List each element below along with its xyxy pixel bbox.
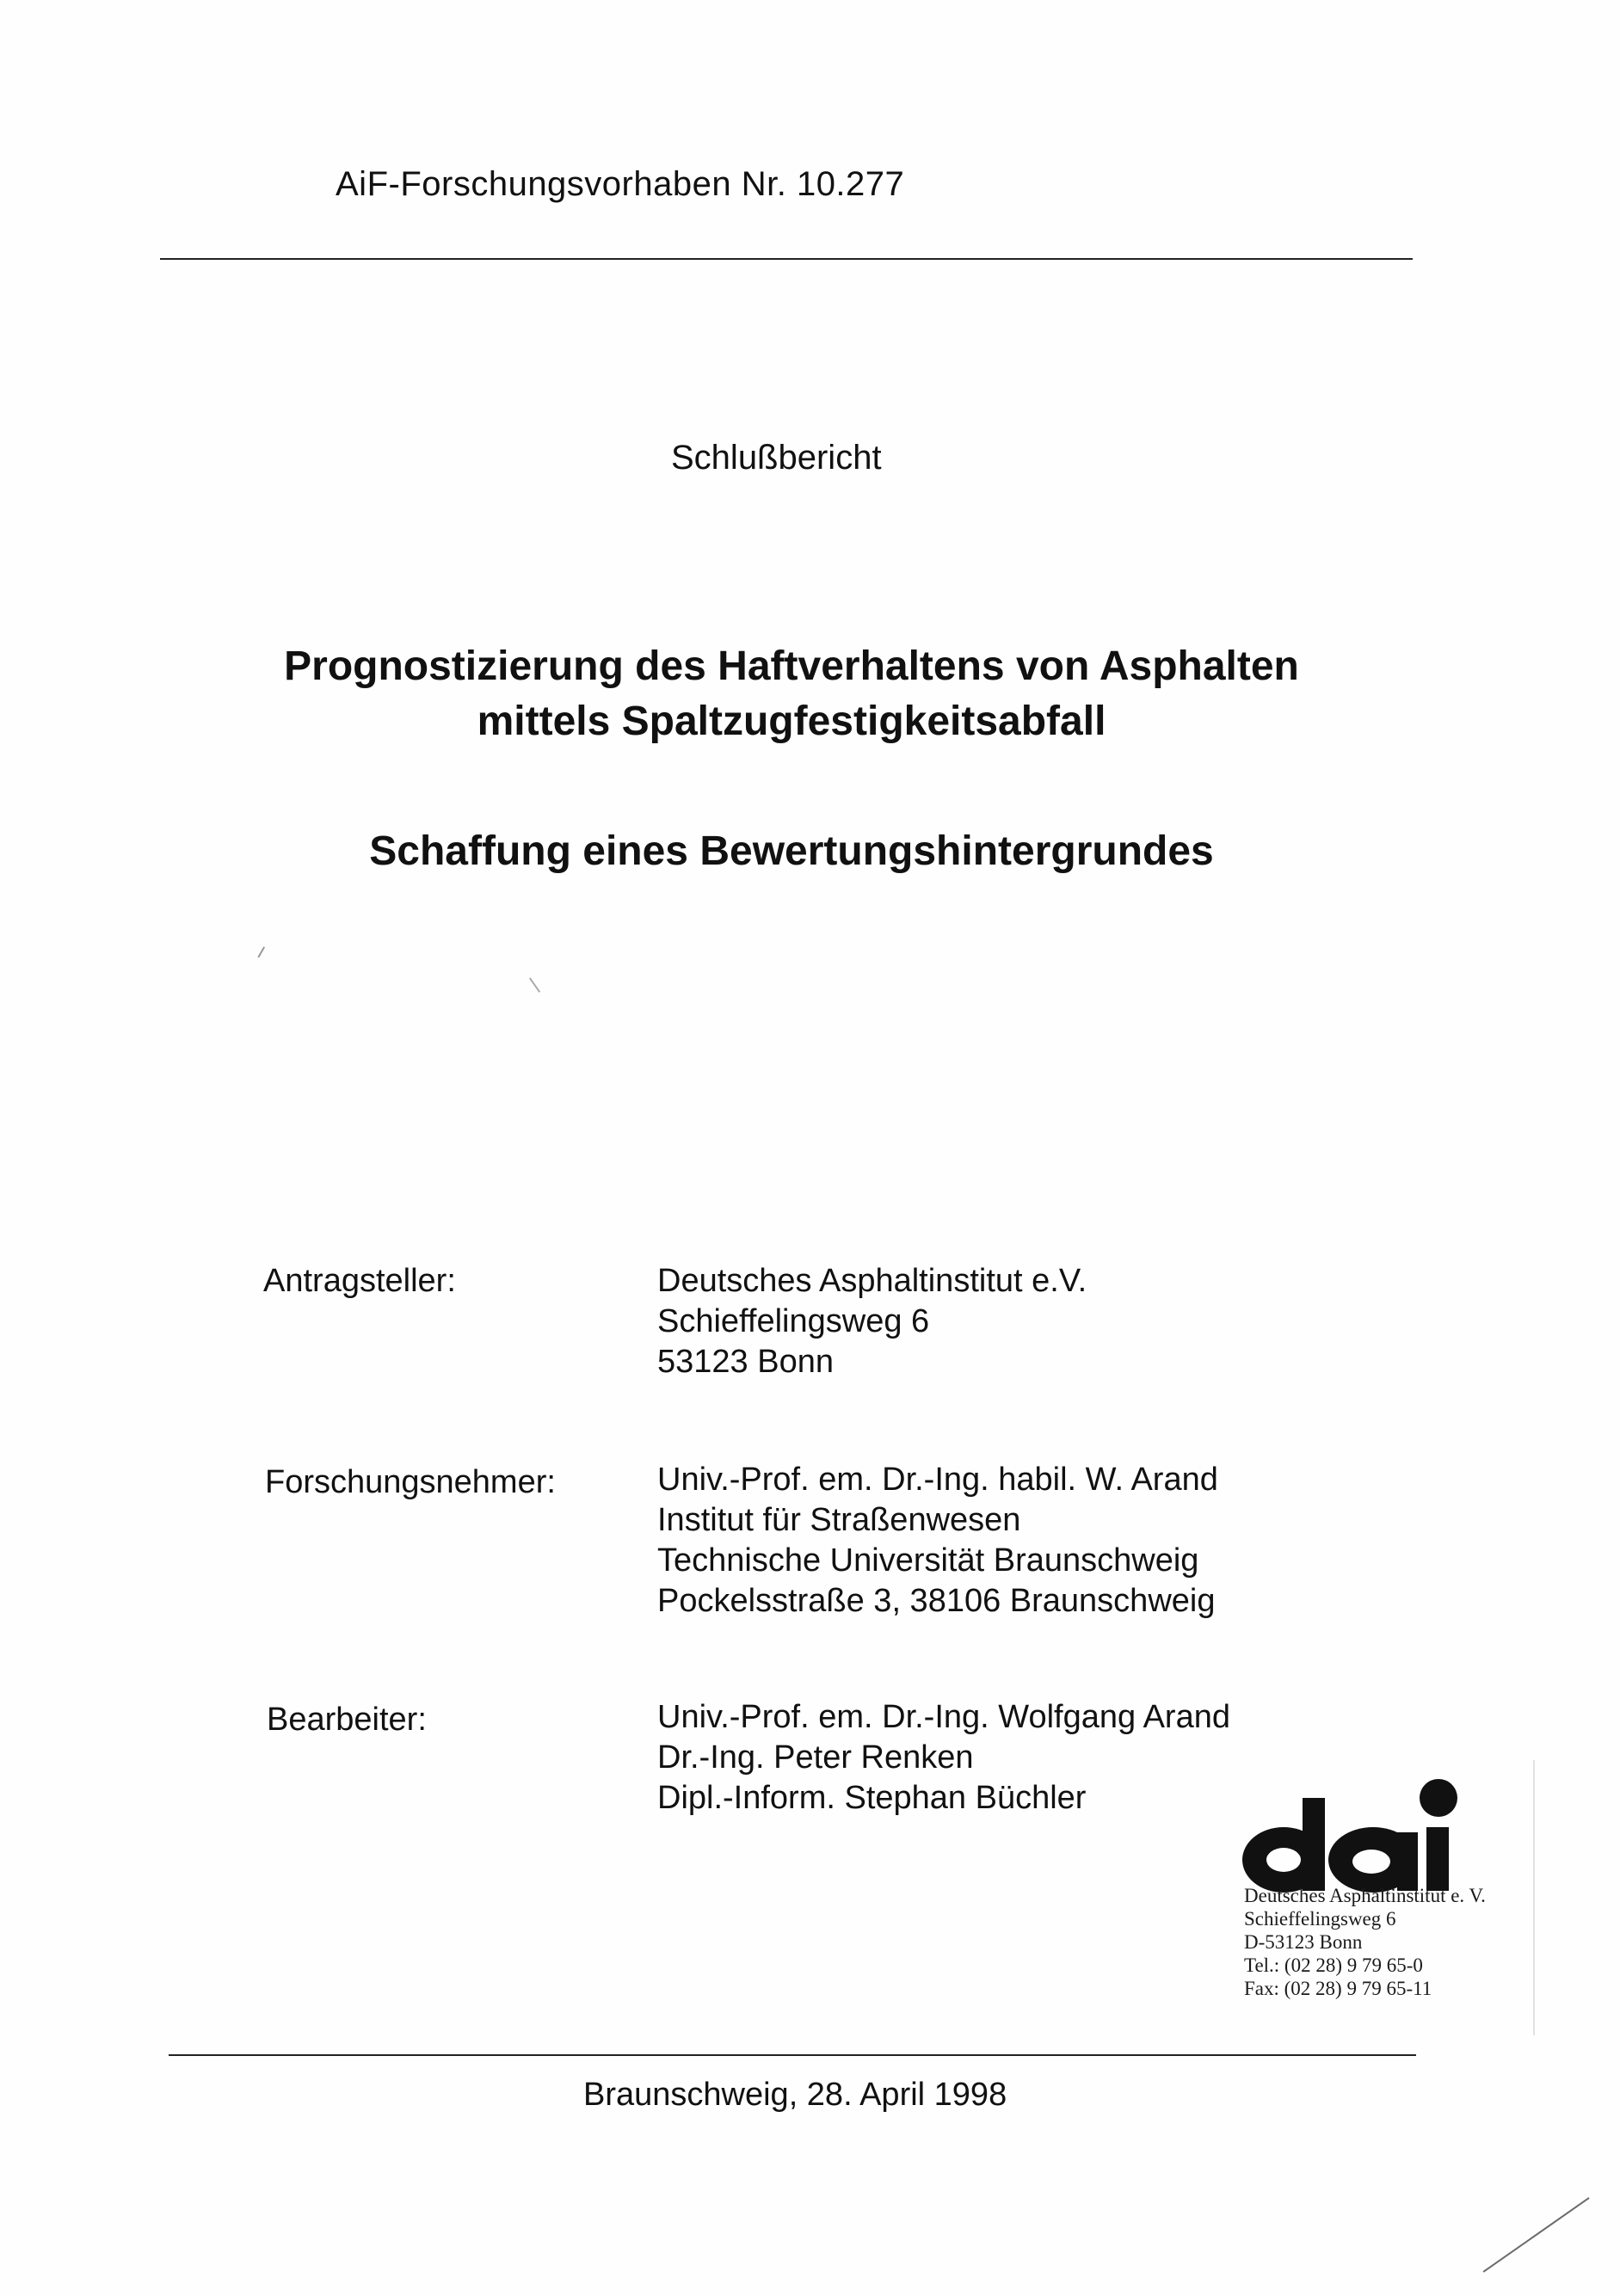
stamp-line: D-53123 Bonn xyxy=(1244,1931,1363,1953)
stamp-address xyxy=(1244,1884,1486,2000)
scan-artifact xyxy=(257,946,264,957)
stamp-line: Fax: (02 28) 9 79 65-11 xyxy=(1244,1978,1432,1999)
contractor-block xyxy=(657,1460,1218,1622)
stamp-line: Deutsches Asphaltinstitut e. V. xyxy=(1244,1885,1486,1906)
dai-logo-icon xyxy=(1235,1764,1494,1893)
contractor-line: Univ.-Prof. em. Dr.-Ing. habil. W. Arand xyxy=(657,1462,1218,1498)
report-type: Schlußbericht xyxy=(671,439,882,477)
applicant-line: Schieffelingsweg 6 xyxy=(657,1303,930,1339)
applicant-line: 53123 Bonn xyxy=(657,1344,834,1380)
authors-block xyxy=(657,1697,1230,1819)
scan-artifact xyxy=(1483,2197,1590,2272)
authors-label: Bearbeiter: xyxy=(267,1702,427,1738)
applicant-line: Deutsches Asphaltinstitut e.V. xyxy=(657,1263,1087,1299)
institute-stamp xyxy=(1227,1764,1537,2039)
title-line-2: mittels Spaltzugfestigkeitsabfall xyxy=(477,699,1106,744)
top-divider xyxy=(160,258,1413,260)
author-line: Dipl.-Inform. Stephan Büchler xyxy=(657,1780,1087,1816)
project-number: AiF-Forschungsvorhaben Nr. 10.277 xyxy=(336,165,905,203)
bottom-divider xyxy=(169,2054,1416,2056)
contractor-line: Technische Universität Braunschweig xyxy=(657,1542,1199,1579)
applicant-block xyxy=(657,1261,1087,1382)
stamp-line: Schieffelingsweg 6 xyxy=(1244,1908,1396,1930)
stamp-line: Tel.: (02 28) 9 79 65-0 xyxy=(1244,1954,1423,1976)
scan-artifact xyxy=(529,977,540,992)
title-line-1: Prognostizierung des Haftverhaltens von Asphalten xyxy=(284,643,1299,689)
contractor-line: Pockelsstraße 3, 38106 Braunschweig xyxy=(657,1583,1216,1619)
contractor-line: Institut für Straßenwesen xyxy=(657,1502,1021,1538)
contractor-label: Forschungsnehmer: xyxy=(265,1464,556,1500)
subtitle: Schaffung eines Bewertungshintergrundes xyxy=(369,828,1214,874)
author-line: Dr.-Ing. Peter Renken xyxy=(657,1739,974,1776)
author-line: Univ.-Prof. em. Dr.-Ing. Wolfgang Arand xyxy=(657,1699,1230,1735)
applicant-label: Antragsteller: xyxy=(263,1263,456,1299)
place-and-date: Braunschweig, 28. April 1998 xyxy=(583,2077,1007,2113)
